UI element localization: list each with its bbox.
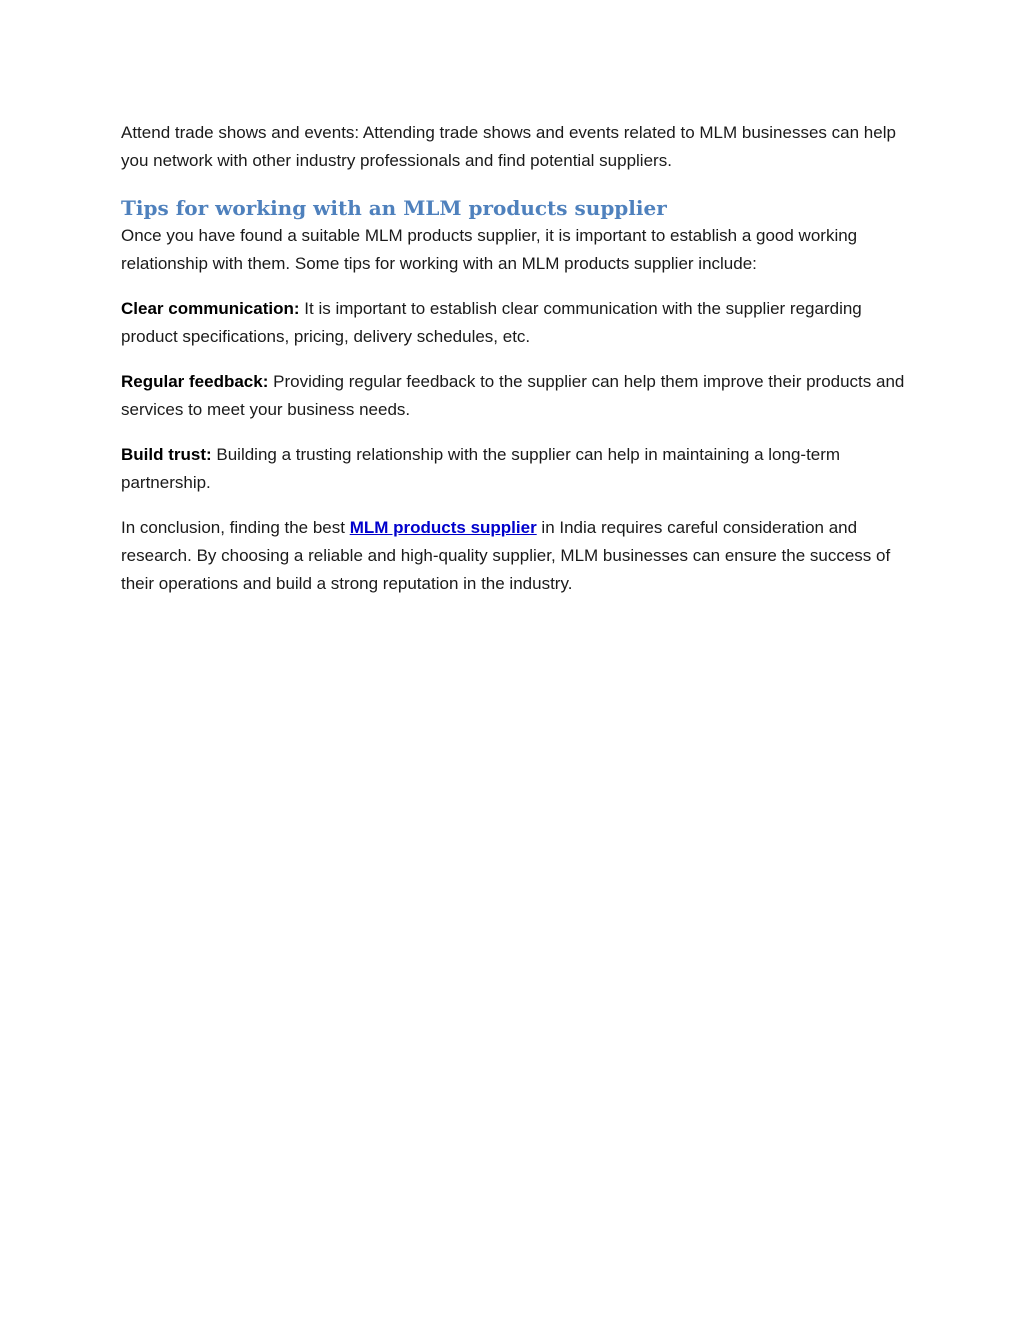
document-body xyxy=(121,119,906,615)
tip-label: Clear communication: xyxy=(121,299,300,318)
intro-paragraph: Attend trade shows and events: Attending trade shows and events related to MLM businesses can help you network with other industry professionals and find potential suppliers. xyxy=(121,123,896,170)
tip-text: It is important to establish clear communication with the supplier regarding product specifications, pricing, delivery schedules, etc. xyxy=(121,299,862,346)
tip-label: Regular feedback: xyxy=(121,372,269,391)
tip-paragraph-regular-feedback xyxy=(121,368,906,424)
tip-label: Build trust: xyxy=(121,445,212,464)
tip-text: Building a trusting relationship with the supplier can help in maintaining a long-term partnership. xyxy=(121,445,841,492)
section-intro-paragraph: Once you have found a suitable MLM products supplier, it is important to establish a good working relationship with them. Some tips for working with an MLM products supplier include: xyxy=(121,226,858,273)
tip-paragraph-build-trust xyxy=(121,441,906,497)
conclusion-text-before: In conclusion, finding the best xyxy=(121,518,350,537)
conclusion-text-after: in India requires careful consideration and research. By choosing a reliable and high-quality supplier, MLM businesses can ensure the success of their operations and build a strong reputation in the industry. xyxy=(121,518,891,593)
tip-text: Providing regular feedback to the supplier can help them improve their products and services to meet your business needs. xyxy=(121,372,905,419)
mlm-products-supplier-link[interactable]: MLM products supplier xyxy=(349,518,537,537)
section-heading: Tips for working with an MLM products supplier xyxy=(121,196,667,220)
conclusion-paragraph xyxy=(121,514,906,598)
tip-paragraph-clear-communication xyxy=(121,295,906,351)
